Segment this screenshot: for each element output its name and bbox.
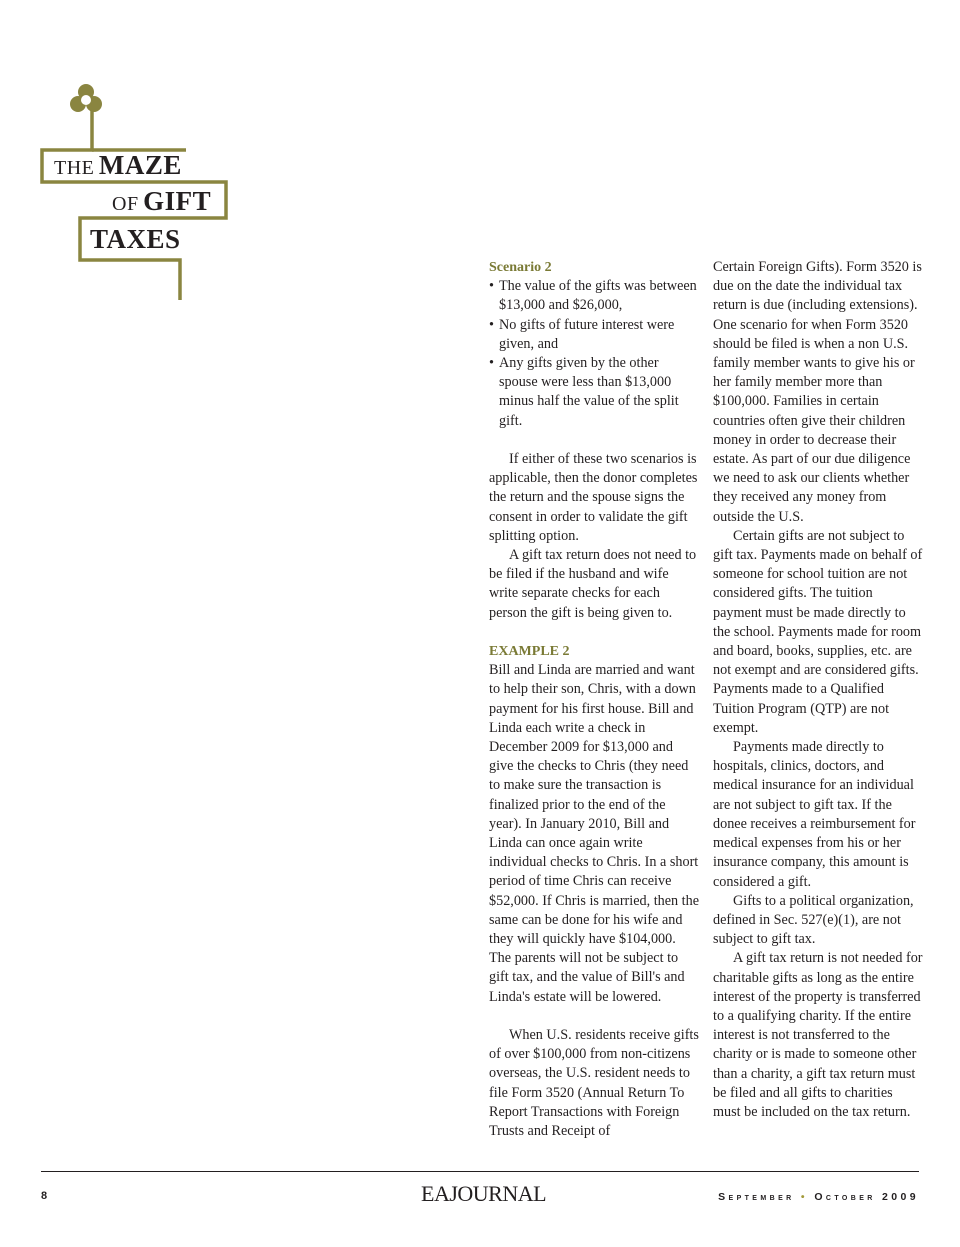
issue-month-end: October 2009: [814, 1191, 919, 1203]
body-paragraph: Payments made directly to hospitals, clinics, doctors, and medical insurance for an individual are not subject to gift tax. If the donee receives a reimbursement for medical expenses from his or her insurance company, this amount is considered a gift.: [713, 739, 916, 890]
issue-month-start: September: [718, 1191, 795, 1203]
journal-logo: EAJOURNAL: [421, 1181, 547, 1206]
logo-line-2: OF GIFT: [112, 186, 212, 216]
scenario-bullet-list: [489, 277, 699, 431]
clover-icon: [70, 84, 102, 112]
body-paragraph: Certain gifts are not subject to gift tax. Payments made on behalf of someone for school tuition are not considered gifts. The tuition payment must be made directly to the school. Payments made for room and board, books, supplies, etc. are not exempt and are considered gifts. Payments made to a Qualified Tuition Program (QTP) are not exempt.: [713, 527, 923, 736]
logo-line-3: TAXES: [90, 224, 181, 254]
bullet-item: • The value of the gifts was between $13,000 and $26,000,: [489, 277, 699, 315]
body-paragraph: Certain Foreign Gifts). Form 3520 is due on the date the individual tax return is due (including extensions). One scenario for when Form 3520 should be filed is when a non U.S. family member wants to give his or her family member more than $100,000. Families in certain countries often give their children money in order to decrease their estate. As part of our due diligence we need to ask our clients whether they received any money from outside the U.S.: [713, 259, 922, 525]
body-paragraph: Gifts to a political organization, defined in Sec. 527(e)(1), are not subject to gift tax.: [713, 892, 914, 948]
date-separator: •: [800, 1191, 808, 1203]
bullet-item: • Any gifts given by the other spouse were less than $13,000 minus half the value of the split gift.: [489, 354, 699, 431]
body-paragraph: When U.S. residents receive gifts of over $100,000 from non-citizens overseas, the U.S. resident needs to file Form 3520 (Annual Return To Report Transactions with Foreign Trusts and Receipt of: [489, 1027, 699, 1140]
body-paragraph: A gift tax return is not needed for charitable gifts as long as the entire interest of the property is transferred to a qualifying charity. If the entire interest is not transferred to the charity or is made to someone other than a charity, a gift tax return must be filed and all gifts to charities must be included on the tax return.: [713, 950, 923, 1120]
bullet-item: • No gifts of future interest were given, and: [489, 316, 699, 354]
body-paragraph: A gift tax return does not need to be filed if the husband and wife write separate checks for each person the gift is being given to.: [489, 547, 697, 621]
scenario-heading: Scenario 2: [489, 260, 552, 275]
page-number: 8: [41, 1190, 48, 1202]
logo-line-1: THE MAZE: [54, 150, 182, 180]
article-column-1: [489, 258, 699, 1141]
body-paragraph: If either of these two scenarios is applicable, then the donor completes the return and the spouse signs the consent in order to validate the gift splitting option.: [489, 451, 698, 544]
article-column-2: [713, 258, 923, 1122]
issue-date: [718, 1191, 919, 1203]
article-logo: [38, 78, 238, 308]
example-paragraph: Bill and Linda are married and want to help their son, Chris, with a down payment for his first house. Bill and Linda each write a check in December 2009 for $13,000 and give the checks to Chris (they need to make sure the transaction is finalized prior to the end of the year). In January 2010, Bill and Linda can once again write individual checks to Chris. In a short period of time Chris can receive $52,000. If Chris is married, then the same can be done for his wife and they will quickly have $104,000. The parents will not be subject to gift tax, and the value of Bill's and Linda's estate will be lowered.: [489, 662, 700, 1005]
footer-rule: [41, 1171, 919, 1172]
example-heading: EXAMPLE 2: [489, 644, 570, 660]
